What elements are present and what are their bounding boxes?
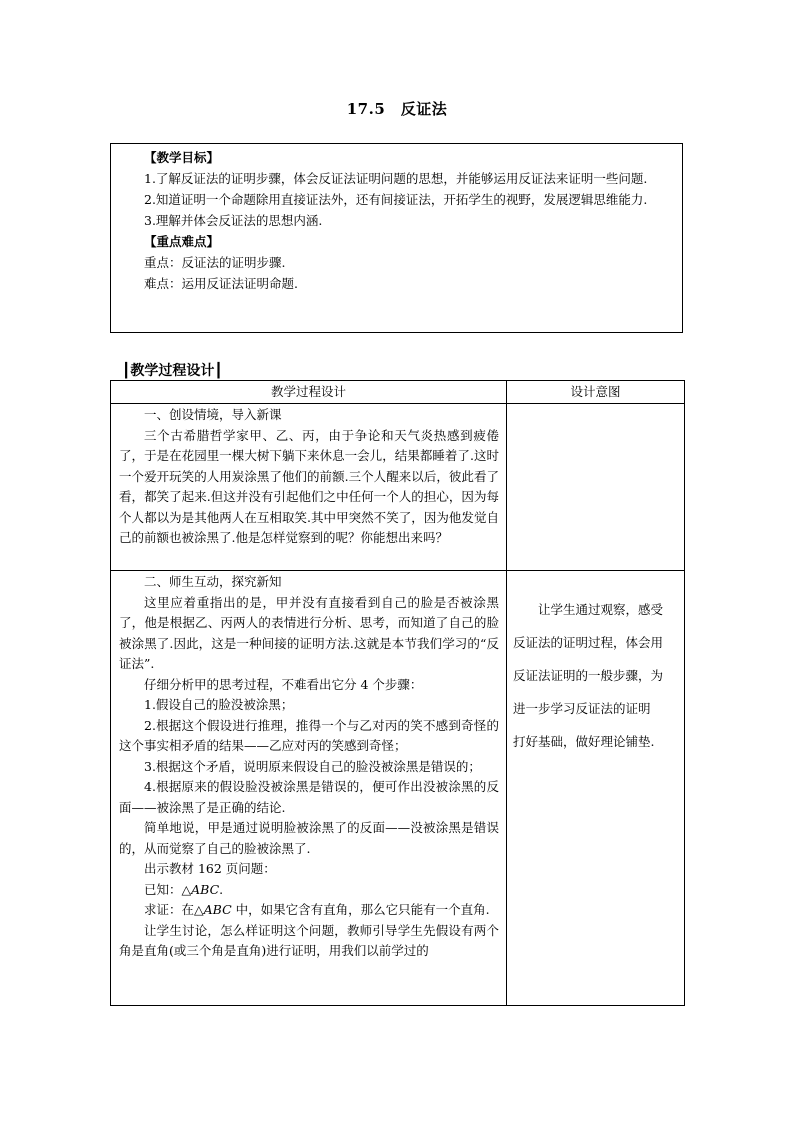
- step-2: 2.根据这个假设进行推理，推得一个与乙对丙的笑不感到奇怪的这个事实相矛盾的结果——乙应对丙的笑感到奇怪；: [119, 717, 499, 753]
- difficult-point: 难点：运用反证法证明命题.: [144, 276, 298, 291]
- known-triangle: ABC: [191, 881, 220, 897]
- row1-content: [119, 405, 499, 549]
- process-table: [110, 380, 685, 1006]
- row2-paragraph-3: 简单地说，甲是通过说明脸被涂黑了的反面——没被涂黑是错误的，从而觉察了自己的脸被涂黑了.: [119, 820, 499, 856]
- column-header-process: 教学过程设计: [270, 384, 346, 399]
- page-title: 17.5 反证法: [346, 100, 448, 118]
- prove-prefix: 求证：在△: [144, 902, 204, 917]
- row2-heading: 二、师生互动，探究新知: [144, 574, 282, 589]
- row1-paragraph: 三个古希腊哲学家甲、乙、丙，由于争论和天气炎热感到疲倦了，于是在花园里一棵大树下躺下来休息一会儿，结果都睡着了.这时一个爱开玩笑的人用炭涂黑了他们的前额.三个人醒来以后，彼此看了看，都笑了起来.但这并没有引起他们之中任何一个人的担心，因为每个人都以为是其他两人在互相取笑.其中甲突然不笑了，因为他发觉自己的前额也被涂黑了.他是怎样觉察到的呢？你能想出来吗？: [119, 427, 499, 545]
- goals-heading: 【教学目标】: [144, 150, 220, 165]
- prove-suffix: 中，如果它含有直角，那么它只能有一个直角.: [231, 902, 490, 917]
- row2-content: [119, 572, 499, 962]
- prove-triangle: ABC: [203, 902, 232, 917]
- intent-line-4: 进一步学习反证法的证明: [513, 701, 651, 716]
- step-1: 1.假设自己的脸没被涂黑；: [144, 697, 294, 712]
- key-point: 重点：反证法的证明步骤.: [144, 255, 286, 270]
- header-divider: [111, 403, 684, 404]
- prove-statement: [119, 900, 499, 921]
- known-statement: [119, 880, 499, 901]
- known-prefix: 已知：△: [144, 881, 192, 897]
- step-4: 4.根据原来的假设脸没被涂黑是错误的，便可作出没被涂黑的反面——被涂黑了是正确的结论.: [119, 779, 499, 815]
- row2-paragraph-1: 这里应着重指出的是，甲并没有直接看到自己的脸是否被涂黑了，他是根据乙、丙两人的表情进行分析、思考，而知道了自己的脸被涂黑了.因此，这是一种间接的证明方法.这就是本节我们学习的“反证法”.: [119, 594, 499, 671]
- row1-heading: 一、创设情境，导入新课: [144, 407, 282, 422]
- goal-item-1: 1.了解反证法的证明步骤，体会反证法证明问题的思想，并能够运用反证法来证明一些问题.: [144, 171, 648, 186]
- intent-line-2: 反证法的证明过程，体会用: [513, 635, 664, 650]
- row2-paragraph-5: 让学生讨论，怎么样证明这个问题，教师引导学生先假设有两个角是直角(或三个角是直角)进行证明，用我们以前学过的: [119, 922, 499, 958]
- section-heading: ┃教学过程设计┃: [122, 363, 223, 379]
- row2-paragraph-2: 仔细分析甲的思考过程，不难看出它分 4 个步骤：: [144, 676, 423, 692]
- intent-line-1: 让学生通过观察，感受: [513, 602, 664, 617]
- goal-item-3: 3.理解并体会反证法的思想内涵.: [144, 213, 323, 228]
- intent-line-5: 打好基础，做好理论铺垫.: [513, 734, 655, 749]
- row-divider: [111, 570, 684, 571]
- goal-item-2: 2.知道证明一个命题除用直接证法外，还有间接证法，开拓学生的视野，发展逻辑思维能力.: [144, 192, 648, 207]
- row2-paragraph-4: 出示教材 162 页问题：: [144, 861, 276, 876]
- column-divider: [506, 381, 507, 1005]
- intent-line-3: 反证法证明的一般步骤，为: [513, 668, 664, 683]
- design-intent: [513, 593, 681, 758]
- known-suffix: .: [219, 881, 224, 897]
- step-3: 3.根据这个矛盾，说明原来假设自己的脸没被涂黑是错误的；: [144, 758, 481, 774]
- teaching-goals-box: [110, 143, 683, 333]
- key-points-heading: 【重点难点】: [144, 234, 220, 249]
- column-header-intent: 设计意图: [570, 384, 621, 399]
